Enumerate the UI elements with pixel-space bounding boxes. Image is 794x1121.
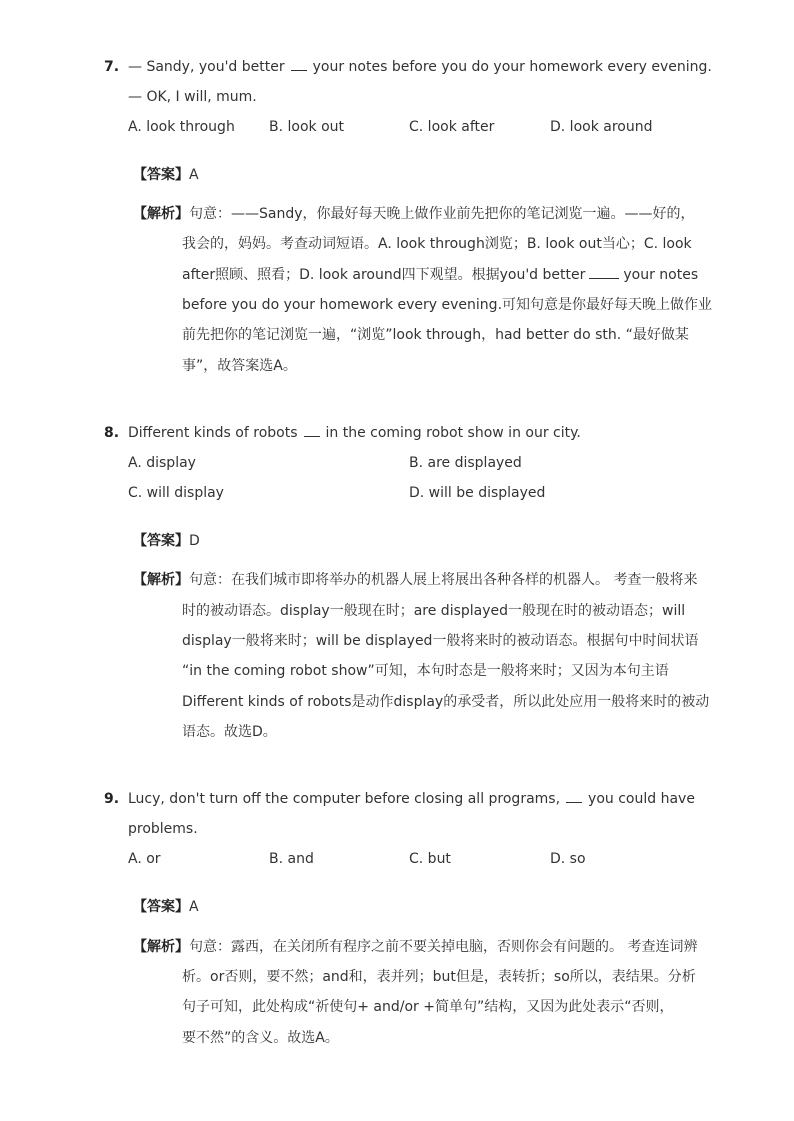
question-stem-line2: problems.	[128, 821, 198, 837]
answer-blank	[566, 790, 582, 803]
answer-tag: 【答案】	[133, 899, 189, 915]
question-number: 7.	[104, 59, 120, 75]
question-stem-line2: — OK, I will, mum.	[128, 89, 257, 105]
question-stem	[128, 423, 581, 443]
option-c: C. will display	[128, 485, 224, 501]
analysis-text: after照顾、照看；D. look around四下观望。根据you'd better	[182, 267, 586, 283]
stem-part-b: in the coming robot show in our city.	[325, 425, 581, 441]
analysis-line: 语态。故选D。	[182, 724, 277, 740]
option-c: C. look after	[409, 119, 495, 135]
option-a: A. display	[128, 455, 196, 471]
answer-tag: 【答案】	[133, 533, 189, 549]
question-stem	[128, 789, 695, 809]
analysis-line: 我会的，妈妈。考查动词短语。A. look through浏览；B. look out当心；C. look	[182, 236, 692, 252]
answer-blank	[304, 424, 320, 437]
option-a: A. look through	[128, 119, 235, 135]
option-b: B. are displayed	[409, 455, 522, 471]
analysis-line	[133, 570, 697, 590]
answer-line	[133, 165, 199, 185]
option-b: B. look out	[269, 119, 345, 135]
analysis-line	[133, 204, 695, 224]
answer-value: D	[189, 533, 200, 549]
analysis-line: 要不然”的含义。故选A。	[182, 1030, 339, 1046]
analysis-line: 时的被动语态。display一般现在时；are displayed一般现在时的被动语态；will	[182, 603, 686, 619]
option-c: C. but	[409, 851, 451, 867]
option-d: D. look around	[550, 119, 653, 135]
analysis-text: 句意：在我们城市即将举办的机器人展上将展出各种各样的机器人。 考查一般将来	[189, 572, 698, 588]
answer-value: A	[189, 899, 199, 915]
answer-blank	[589, 266, 619, 279]
question-number: 8.	[104, 425, 120, 441]
option-d: D. so	[550, 851, 586, 867]
analysis-line: 句子可知，此处构成“祈使句+ and/or +简单句”结构，又因为此处表示“否则，	[182, 999, 674, 1015]
answer-value: A	[189, 167, 199, 183]
analysis-line	[133, 937, 697, 957]
analysis-line: 事”，故答案选A。	[182, 358, 297, 374]
analysis-line: before you do your homework every evening.可知句意是你最好每天晚上做作业	[182, 297, 713, 313]
analysis-tag: 【解析】	[133, 939, 189, 955]
stem-part-b: you could have	[588, 791, 695, 807]
analysis-tag: 【解析】	[133, 206, 189, 222]
stem-part-a: Different kinds of robots	[128, 425, 298, 441]
analysis-line: “in the coming robot show”可知，本句时态是一般将来时；又因为本句主语	[182, 663, 669, 679]
stem-part-a: Lucy, don't turn off the computer before closing all programs,	[128, 791, 561, 807]
stem-part-b: your notes before you do your homework every evening.	[312, 59, 712, 75]
answer-tag: 【答案】	[133, 167, 189, 183]
answer-blank	[291, 58, 307, 71]
analysis-line: display一般将来时；will be displayed一般将来时的被动语态。根据句中时间状语	[182, 633, 699, 649]
analysis-line: 析。or否则，要不然；and和，表并列；but但是，表转折；so所以，表结果。分析	[182, 969, 696, 985]
analysis-text: 句意：——Sandy，你最好每天晚上做作业前先把你的笔记浏览一遍。——好的，	[189, 206, 695, 222]
answer-line	[133, 531, 200, 551]
analysis-tag: 【解析】	[133, 572, 189, 588]
question-stem	[128, 57, 712, 77]
question-number: 9.	[104, 791, 120, 807]
stem-part-a: — Sandy, you'd better	[128, 59, 285, 75]
option-a: A. or	[128, 851, 161, 867]
answer-line	[133, 897, 199, 917]
analysis-line: 前先把你的笔记浏览一遍，“浏览”look through，had better do sth. “最好做某	[182, 327, 689, 343]
option-b: B. and	[269, 851, 314, 867]
option-d: D. will be displayed	[409, 485, 546, 501]
analysis-line: Different kinds of robots是动作display的承受者，所以此处应用一般将来时的被动	[182, 694, 710, 710]
analysis-text: 句意：露西，在关闭所有程序之前不要关掉电脑，否则你会有问题的。 考查连词辨	[189, 939, 698, 955]
analysis-text: your notes	[623, 267, 699, 283]
analysis-line	[182, 265, 698, 285]
